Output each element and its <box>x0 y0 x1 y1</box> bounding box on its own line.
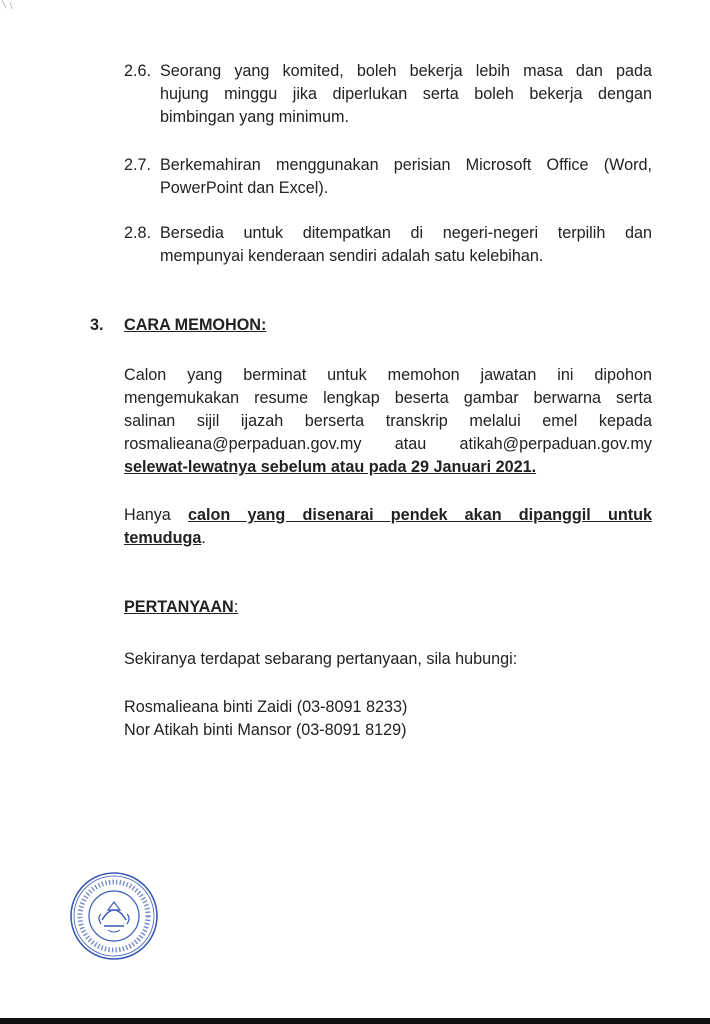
paragraph-line: salinan sijil ijazah berserta transkrip melalui emel kepada <box>124 412 652 430</box>
item-line: hujung minggu jika diperlukan serta boleh bekerja dengan <box>160 85 652 103</box>
item-number: 2.7. <box>124 156 152 174</box>
contact-list <box>124 696 407 742</box>
note-line <box>124 504 652 527</box>
shortlist-note <box>124 504 652 550</box>
note-bold-line1: calon yang disenarai pendek akan dipanggil untuk <box>188 506 653 524</box>
item-number: 2.8. <box>124 224 152 242</box>
application-paragraph <box>124 364 652 479</box>
item-line: Bersedia untuk ditempatkan di negeri-negeri terpilih dan <box>160 224 652 242</box>
requirement-item-2-7 <box>124 154 652 200</box>
item-number: 2.6. <box>124 62 152 80</box>
deadline-text: selewat-lewatnya sebelum atau pada 29 Januari 2021. <box>124 458 537 476</box>
requirement-item-2-6 <box>124 60 652 129</box>
enquiry-intro: Sekiranya terdapat sebarang pertanyaan, sila hubungi: <box>124 650 518 668</box>
paragraph-line: Calon yang berminat untuk memohon jawatan ini dipohon <box>124 366 652 384</box>
item-line: Berkemahiran menggunakan perisian Microsoft Office (Word, <box>160 156 652 174</box>
paragraph-line: rosmalieana@perpaduan.gov.my atau atikah@perpaduan.gov.my <box>124 435 652 453</box>
enquiry-title: PERTANYAAN <box>124 598 234 616</box>
section-number: 3. <box>90 316 104 334</box>
paragraph-line: mengemukakan resume lengkap beserta gambar berwarna serta <box>124 389 652 407</box>
contact-item: Rosmalieana binti Zaidi (03-8091 8233) <box>124 698 408 716</box>
ministry-seal-icon <box>68 870 160 962</box>
item-line: bimbingan yang minimum. <box>160 108 349 126</box>
note-line <box>124 527 652 550</box>
scan-bottom-border <box>0 1018 710 1024</box>
enquiry-heading <box>124 598 238 617</box>
section-title: CARA MEMOHON: <box>124 316 267 334</box>
enquiry-colon: : <box>233 598 239 616</box>
item-line: Seorang yang komited, boleh bekerja lebih masa dan pada <box>160 62 652 80</box>
note-bold-line2: temuduga <box>124 529 202 547</box>
requirement-item-2-8 <box>124 222 652 268</box>
item-line: mempunyai kenderaan sendiri adalah satu kelebihan. <box>160 247 544 265</box>
scan-mark-icon <box>0 0 22 10</box>
item-line: PowerPoint dan Excel). <box>160 179 329 197</box>
note-prefix: Hanya <box>124 506 189 524</box>
contact-item: Nor Atikah binti Mansor (03-8091 8129) <box>124 721 407 739</box>
note-suffix: . <box>201 529 206 547</box>
